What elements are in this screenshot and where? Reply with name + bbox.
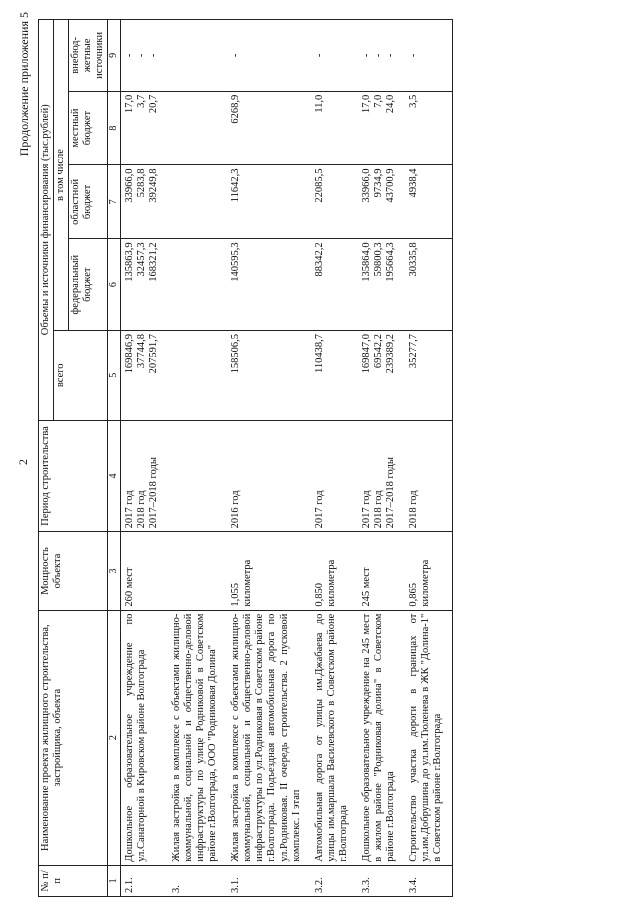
regional-budget-line: 22085,5	[313, 168, 325, 203]
federal-budget-line: 32457,3	[135, 242, 147, 277]
col-number: 9	[108, 20, 121, 92]
regional-budget-line: 11642,3	[230, 168, 242, 203]
construction-period-line: 2017 год	[360, 490, 372, 529]
extrabudgetary-line: -	[135, 53, 147, 58]
construction-period-line: 2016 год	[230, 490, 242, 529]
page-number: 2	[16, 459, 30, 465]
project-name: Строительство участка дороги в границах от ул.им.Добрушина до ул.им.Тюленева в ЖК "Долина-1" в Советском районе г.Волгограда	[405, 610, 453, 865]
local-budget-line: 17,0	[360, 94, 372, 114]
local-budget-line: 20,7	[147, 94, 159, 114]
regional-budget-line: 33966,0	[360, 168, 372, 203]
total-amount	[405, 331, 453, 420]
table-row	[168, 20, 227, 897]
header-name: Наименование проекта жилищного строительства, застройщика, объекта	[39, 610, 108, 865]
object-capacity: 0,865 километра	[405, 532, 453, 610]
regional-budget-line: 33966,0	[123, 168, 135, 203]
table-body	[120, 20, 452, 897]
header-total: всего	[54, 331, 108, 420]
regional-budget	[405, 165, 453, 239]
total-amount-line: 169847,0	[360, 334, 372, 374]
construction-period	[168, 420, 227, 532]
federal-budget-line: 140595,3	[230, 242, 242, 282]
header-capacity: Мощность объекта	[39, 532, 108, 610]
extrabudgetary-line: -	[123, 53, 135, 58]
total-amount	[227, 331, 310, 420]
header-regional: областной бюджет	[69, 165, 108, 239]
header-volumes: Объемы и источники финансирования (тыс.рублей)	[39, 20, 54, 421]
project-name: Дошкольное образовательное учреждение по ул.Санаторной в Кировском районе Волгограда	[120, 610, 168, 865]
total-amount-line: 169846,9	[123, 334, 135, 374]
total-amount-line: 207591,7	[147, 334, 159, 374]
federal-budget	[405, 239, 453, 331]
local-budget-line: 3,7	[135, 94, 147, 108]
local-budget	[227, 91, 310, 165]
total-amount	[120, 331, 168, 420]
federal-budget-line: 59800,3	[372, 242, 384, 277]
extrabudgetary	[405, 20, 453, 92]
federal-budget-line: 195664,3	[384, 242, 396, 282]
federal-budget	[227, 239, 310, 331]
construction-period-line: 2018 год	[372, 490, 384, 529]
col-number: 7	[108, 165, 121, 239]
total-amount-line: 239389,2	[384, 334, 396, 374]
header-period: Период строительства	[39, 420, 108, 532]
extrabudgetary-line: -	[360, 53, 372, 58]
table-row	[358, 20, 405, 897]
local-budget	[358, 91, 405, 165]
total-amount-line: 158506,5	[230, 334, 242, 374]
regional-budget-line: 39249,8	[147, 168, 159, 203]
total-amount-line: 110438,7	[313, 334, 325, 374]
total-amount-line: 69542,2	[372, 334, 384, 369]
object-capacity: 245 мест	[358, 532, 405, 610]
local-budget-line: 17,0	[123, 94, 135, 114]
federal-budget-line: 30335,8	[408, 242, 419, 277]
extrabudgetary-line: -	[313, 53, 325, 58]
total-amount	[311, 331, 358, 420]
col-number: 5	[108, 331, 121, 420]
extrabudgetary-line: -	[230, 53, 242, 58]
table-row	[405, 20, 453, 897]
col-number: 1	[108, 865, 121, 896]
object-capacity	[168, 532, 227, 610]
regional-budget-line: 43700,9	[384, 168, 396, 203]
row-number: 3.2.	[311, 865, 358, 896]
construction-period	[405, 420, 453, 532]
federal-budget-line: 168321,2	[147, 242, 159, 282]
local-budget-line: 11,0	[313, 94, 325, 113]
local-budget-line: 6268,9	[230, 94, 242, 124]
project-name: Жилая застройка в комплексе с объектами жилищно-коммунальной, социальной и общественно-деловой инфраструктуры по улице Родниковой в Советском районе г.Волгограда, ООО "Родниковая Долина"	[168, 610, 227, 865]
table-row	[227, 20, 310, 897]
construction-period-line: 2018 год	[135, 490, 147, 529]
federal-budget	[311, 239, 358, 331]
regional-budget	[311, 165, 358, 239]
row-number: 3.	[168, 865, 227, 896]
local-budget	[311, 91, 358, 165]
regional-budget	[168, 165, 227, 239]
header-incl: в том числе	[54, 20, 69, 331]
local-budget	[120, 91, 168, 165]
local-budget	[405, 91, 453, 165]
extrabudgetary	[120, 20, 168, 92]
financing-table	[38, 19, 453, 897]
col-number: 2	[108, 610, 121, 865]
table-row	[120, 20, 168, 897]
project-name: Дошкольное образовательное учреждение на 245 мест в жилом районе "Родниковая долина" в Советском районе г.Волгограда	[358, 610, 405, 865]
row-number: 3.1.	[227, 865, 310, 896]
total-amount	[358, 331, 405, 420]
extrabudgetary-line: -	[147, 53, 159, 58]
extrabudgetary	[358, 20, 405, 92]
col-number: 4	[108, 420, 121, 532]
project-name: Автомобильная дорога от улицы им.Джабаева до улицы им.маршала Василевского в Советском районе г.Волгограда	[311, 610, 358, 865]
row-number: 3.4.	[405, 865, 453, 896]
row-number: 3.3.	[358, 865, 405, 896]
col-number: 6	[108, 239, 121, 331]
object-capacity: 260 мест	[120, 532, 168, 610]
col-number: 3	[108, 532, 121, 610]
local-budget	[168, 91, 227, 165]
construction-period	[227, 420, 310, 532]
construction-period-line: 2017 год	[313, 490, 325, 529]
regional-budget	[120, 165, 168, 239]
construction-period-line: 2018 год	[408, 490, 419, 529]
object-capacity: 1,055 километра	[227, 532, 310, 610]
federal-budget-line: 135863,9	[123, 242, 135, 282]
extrabudgetary	[168, 20, 227, 92]
local-budget-line: 24,0	[384, 94, 396, 114]
local-budget-line: 7,0	[372, 94, 384, 108]
regional-budget-line: 9734,9	[372, 168, 384, 198]
table-header	[39, 20, 121, 897]
construction-period	[311, 420, 358, 532]
header-extra: внебюд-жетные источники	[69, 20, 108, 92]
federal-budget-line: 135864,0	[360, 242, 372, 282]
extrabudgetary-line: -	[408, 53, 419, 58]
extrabudgetary	[311, 20, 358, 92]
extrabudgetary	[227, 20, 310, 92]
regional-budget-line: 5283,8	[135, 168, 147, 198]
object-capacity: 0,850 километра	[311, 532, 358, 610]
federal-budget	[358, 239, 405, 331]
header-local: местный бюджет	[69, 91, 108, 165]
extrabudgetary-line: -	[372, 53, 384, 58]
federal-budget	[168, 239, 227, 331]
construction-period-line: 2017–2018 годы	[384, 457, 396, 529]
regional-budget	[227, 165, 310, 239]
header-num: № п/п	[39, 865, 108, 896]
regional-budget	[358, 165, 405, 239]
table-row	[311, 20, 358, 897]
total-amount-line: 37744,8	[135, 334, 147, 369]
extrabudgetary-line: -	[384, 53, 396, 58]
construction-period-line: 2017 год	[123, 490, 135, 529]
total-amount-line: 35277,7	[408, 334, 419, 369]
col-number: 8	[108, 91, 121, 165]
project-name: Жилая застройка в комплексе с объектами жилищно-коммунальной, социальной и общественно-деловой инфраструктуры по ул.Родниковая в Советском районе г.Волгограда. Подъездная автомобильная дорога по ул.Родниковая. II очередь строительства. 2 пусковой комплекс. I этап	[227, 610, 310, 865]
continuation-caption: Продолжение приложения 5	[17, 12, 31, 157]
construction-period	[120, 420, 168, 532]
local-budget-line: 3,5	[408, 94, 419, 108]
federal-budget	[120, 239, 168, 331]
federal-budget-line: 88342,2	[313, 242, 325, 277]
construction-period	[358, 420, 405, 532]
regional-budget-line: 4938,4	[408, 168, 419, 198]
construction-period-line: 2017–2018 годы	[147, 457, 159, 529]
row-number: 2.1.	[120, 865, 168, 896]
total-amount	[168, 331, 227, 420]
header-federal: федеральный бюджет	[69, 239, 108, 331]
column-number-row	[108, 20, 121, 897]
